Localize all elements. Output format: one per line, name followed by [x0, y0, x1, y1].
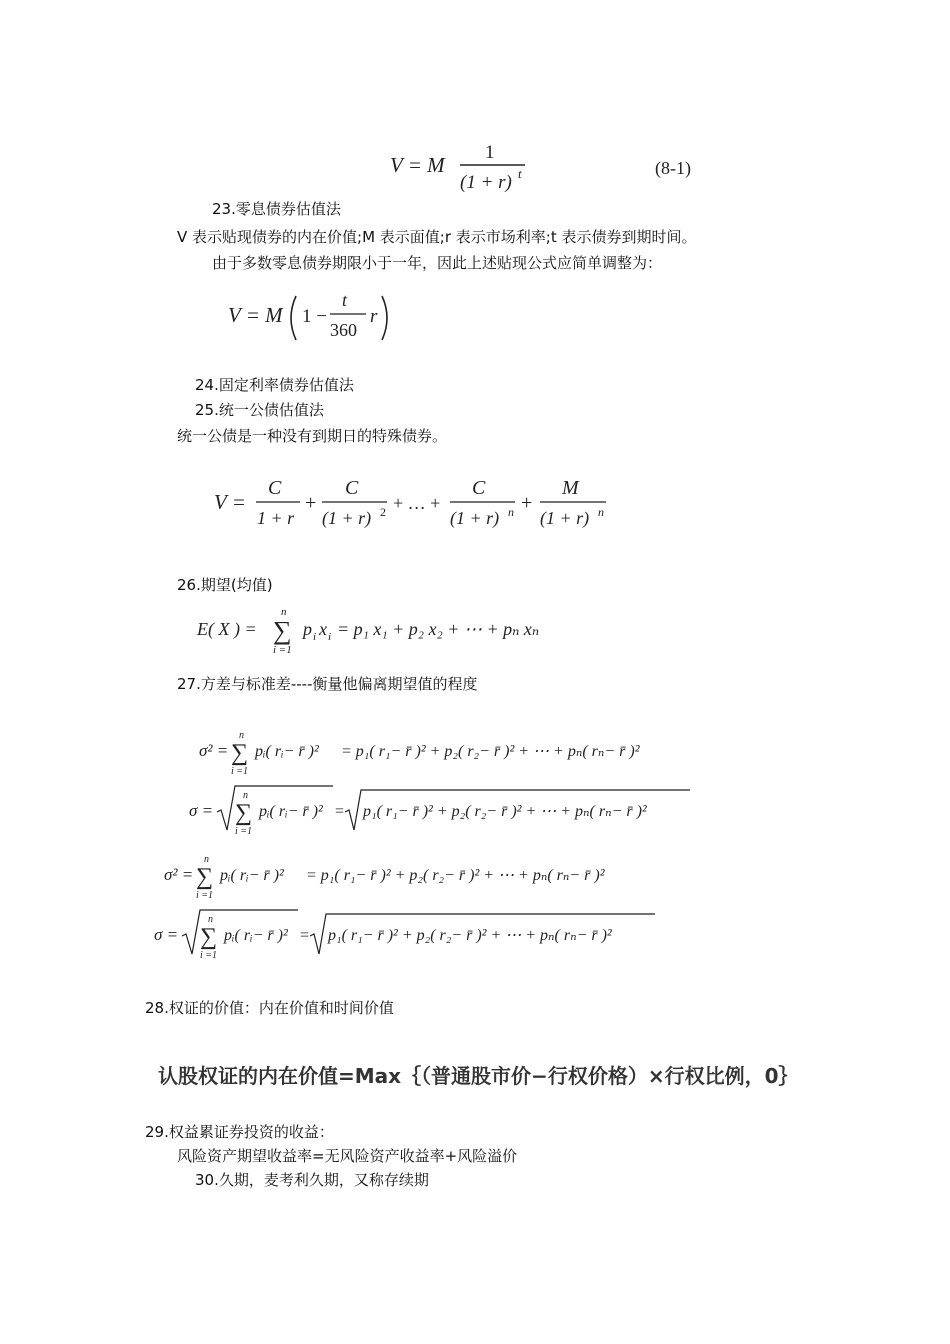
eq-zero-den: 360 [330, 320, 357, 340]
eq-console-den2: (1 + r) [322, 508, 372, 528]
equation-expectation [195, 605, 575, 660]
eq-zero-num: t [342, 290, 348, 310]
eq-console-n1: n [508, 505, 514, 519]
eq-console-den1: 1 + r [257, 508, 295, 528]
eq-console-plus2: + [521, 492, 533, 514]
eq-console-m: M [562, 477, 579, 499]
var1-sum-bottom: i =1 [231, 766, 249, 777]
eq-expect-lhs: E( X ) = [197, 619, 257, 639]
equation-stddev-2 [150, 906, 670, 962]
var2-sum-bottom: i =1 [196, 890, 214, 901]
std1-term: pᵢ( rᵢ− r̄ )² [259, 803, 323, 820]
std1-sum-top: n [243, 790, 248, 801]
eq-console-plus1: + [305, 492, 317, 514]
var2-sigma2: σ² = [164, 865, 194, 884]
std2-sigma-sym: ∑ [200, 924, 218, 950]
s29-desc: 风险资产期望收益率=无风险资产收益率+风险溢价 [177, 1147, 518, 1165]
std2-rhs: p₁( r₁− r̄ )² + p₂( r₂− r̄ )² + ⋯ + pₙ( rₙ− r̄ )² [328, 927, 612, 944]
eq-expect-sigma: ∑ [273, 616, 292, 645]
eq-expect-rhs: = p₁ x₁ + p₂ x₂ + ⋯ + pₙ xₙ [337, 619, 540, 639]
equation-stddev-1 [185, 782, 705, 838]
equation-variance-1 [195, 728, 715, 778]
var2-term: pᵢ( rᵢ− r̄ )² [220, 867, 284, 884]
eq-zero-lhs: V = M [228, 303, 283, 327]
equation-zero-coupon-adjusted [220, 284, 420, 348]
equation-console-bond [210, 472, 630, 542]
eq-zero-r: r [370, 306, 378, 327]
std1-sigma: σ = [189, 801, 214, 820]
equation-8-1 [380, 138, 720, 198]
equation-variance-2 [160, 852, 680, 902]
eq-console-n2: n [598, 505, 604, 519]
eq-expect-x: x [319, 619, 327, 639]
s24-title: 24.固定利率债券估值法 [195, 376, 354, 394]
eq-expect-term: p [303, 619, 312, 639]
eq-console-sq: 2 [380, 505, 386, 519]
var1-sum-top: n [239, 730, 244, 741]
var1-sigma2: σ² = [199, 741, 229, 760]
eq-8-1-numerator: 1 [485, 142, 495, 163]
std1-sum-bottom: i =1 [235, 826, 253, 837]
s23-note: 由于多数零息债券期限小于一年，因此上述贴现公式应简单调整为： [212, 254, 663, 272]
s25-desc: 统一公债是一种没有到期日的特殊债券。 [177, 427, 448, 445]
std2-sum-bottom: i =1 [200, 950, 218, 961]
s28-title: 28.权证的价值：内在价值和时间价值 [145, 999, 394, 1017]
var1-term: pᵢ( rᵢ− r̄ )² [255, 743, 319, 760]
std2-sigma: σ = [154, 925, 179, 944]
eq-expect-sub: i [313, 631, 317, 643]
eq-expect-sum-top: n [281, 606, 287, 618]
eq-expect-sum-bottom: i =1 [273, 644, 292, 656]
s23-title: 23.零息债券估值法 [212, 200, 341, 218]
var1-rhs: = p₁( r₁− r̄ )² + p₂( r₂− r̄ )² + ⋯ + pₙ( rₙ− r̄ )² [341, 743, 640, 760]
std2-sum-top: n [208, 914, 213, 925]
eq-8-1-denominator: (1 + r) [460, 172, 512, 193]
std2-term: pᵢ( rᵢ− r̄ )² [224, 927, 288, 944]
std1-sigma-sym: ∑ [235, 800, 253, 826]
s30-title: 30.久期，麦考利久期，又称存续期 [195, 1171, 429, 1189]
s29-title: 29.权益累证券投资的收益： [145, 1123, 334, 1141]
eq-console-c2: C [345, 477, 359, 499]
eq-zero-one-minus: 1 − [302, 306, 327, 327]
eq-console-den3: (1 + r) [450, 508, 500, 528]
eq-8-1-power: t [518, 166, 522, 181]
eq-expect-sub2: i [328, 631, 332, 643]
std1-rhs: p₁( r₁− r̄ )² + p₂( r₂− r̄ )² + ⋯ + pₙ( rₙ− r̄ )² [363, 803, 647, 820]
eq-8-1-lhs: V = M [390, 153, 445, 177]
eq-console-dots: + … + [393, 493, 441, 513]
eq-console-den4: (1 + r) [540, 508, 590, 528]
std2-eq: = [300, 927, 310, 944]
s27-title: 27.方差与标准差----衡量他偏离期望值的程度 [177, 675, 478, 693]
var2-rhs: = p₁( r₁− r̄ )² + p₂( r₂− r̄ )² + ⋯ + pₙ( rₙ− r̄ )² [306, 867, 605, 884]
warrant-formula: 认股权证的内在价值=Max｛（普通股市价−行权价格）×行权比例，0｝ [158, 1064, 799, 1088]
std1-eq: = [335, 803, 345, 820]
s23-desc: V 表示贴现债券的内在价值;M 表示面值;r 表示市场利率;t 表示债券到期时间。 [177, 228, 697, 246]
eq-console-lhs: V = [214, 490, 246, 514]
eq-8-1-tag: (8-1) [655, 158, 691, 178]
s26-title: 26.期望(均值) [177, 576, 273, 594]
var2-sigma-sym: ∑ [196, 864, 214, 890]
var2-sum-top: n [204, 854, 209, 865]
eq-console-c3: C [472, 477, 486, 499]
var1-sigma-sym: ∑ [231, 740, 249, 766]
s25-title: 25.统一公债估值法 [195, 401, 324, 419]
eq-console-c1: C [268, 477, 282, 499]
